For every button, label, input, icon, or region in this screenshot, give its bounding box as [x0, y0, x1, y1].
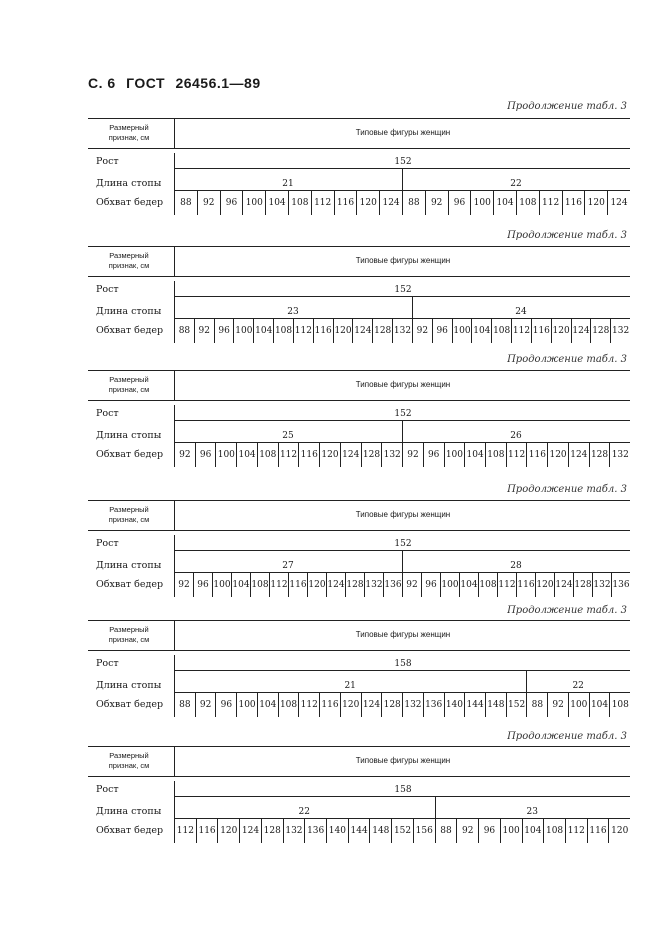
height-value: 152 — [394, 157, 412, 167]
hip-cell: 100 — [569, 693, 590, 717]
hip-cell: 112 — [507, 443, 528, 467]
hip-cell: 96 — [221, 191, 244, 215]
continuation-label: Продолжение табл. 3 — [507, 605, 627, 616]
hip-cell: 120 — [341, 693, 362, 717]
param-label — [88, 375, 170, 395]
page-header — [88, 75, 267, 91]
hip-cells — [174, 819, 630, 843]
table-title: Типовые фигуры женщин — [355, 128, 451, 137]
foot-value: 23 — [287, 307, 299, 317]
column-divider — [174, 247, 175, 276]
hip-cell: 92 — [198, 191, 221, 215]
hip-cell: 124 — [555, 573, 574, 597]
hip-cells — [174, 319, 630, 343]
hip-cell: 96 — [449, 191, 472, 215]
hip-cell: 132 — [382, 443, 403, 467]
hip-cell: 88 — [436, 819, 458, 843]
continuation-label: Продолжение табл. 3 — [507, 101, 627, 112]
hip-cell: 148 — [370, 819, 392, 843]
hip-cell: 120 — [611, 826, 629, 836]
hip-cell: 100 — [453, 319, 473, 343]
param-label-line: Размерный — [109, 625, 149, 634]
hip-cell: 92 — [413, 319, 433, 343]
hip-cell: 128 — [362, 443, 383, 467]
param-label — [88, 251, 170, 271]
foot-label: Длина стопы — [96, 806, 162, 817]
hip-cell: 112 — [279, 443, 300, 467]
column-divider — [174, 405, 175, 421]
param-label-line: Размерный — [109, 375, 149, 384]
hip-cell: 120 — [218, 819, 240, 843]
height-label: Рост — [96, 658, 119, 669]
foot-value: 23 — [526, 807, 538, 817]
hip-cell: 104 — [590, 693, 611, 717]
table-header-row — [88, 118, 630, 149]
hip-row — [88, 191, 630, 215]
table-title: Типовые фигуры женщин — [355, 630, 451, 639]
standard-label: ГОСТ — [126, 75, 166, 91]
param-label — [88, 625, 170, 645]
height-row — [88, 531, 630, 551]
column-divider — [174, 747, 175, 776]
height-label: Рост — [96, 538, 119, 549]
hip-cell: 136 — [384, 573, 403, 597]
foot-value: 22 — [510, 179, 522, 189]
hip-row — [88, 319, 630, 343]
hip-cell: 100 — [445, 443, 466, 467]
hip-row — [88, 819, 630, 843]
hip-cell: 104 — [523, 819, 545, 843]
hip-cell: 108 — [611, 700, 629, 710]
hip-cell: 112 — [540, 191, 563, 215]
hip-cell: 120 — [308, 573, 327, 597]
size-table — [88, 746, 630, 843]
hip-cell: 124 — [572, 319, 592, 343]
hip-cell: 96 — [424, 443, 445, 467]
hip-cell: 148 — [486, 693, 507, 717]
height-row — [88, 277, 630, 297]
hip-cell: 140 — [445, 693, 466, 717]
column-divider — [174, 371, 175, 400]
page-number: С. 6 — [88, 75, 116, 91]
height-row — [88, 777, 630, 797]
hip-cell: 108 — [251, 573, 270, 597]
hip-cell: 92 — [175, 573, 194, 597]
hip-cell: 120 — [585, 191, 608, 215]
foot-label: Длина стопы — [96, 306, 162, 317]
height-value: 152 — [394, 409, 412, 419]
foot-row — [88, 169, 630, 191]
hip-cell: 132 — [365, 573, 384, 597]
hip-cell: 88 — [403, 191, 426, 215]
column-divider — [174, 655, 175, 671]
hip-row — [88, 573, 630, 597]
param-label-line: Размерный — [109, 123, 149, 132]
height-value: 152 — [394, 539, 412, 549]
hip-cell: 108 — [544, 819, 566, 843]
column-divider — [174, 153, 175, 169]
hip-cell: 100 — [237, 693, 258, 717]
hip-cells — [174, 191, 630, 215]
continuation-label: Продолжение табл. 3 — [507, 731, 627, 742]
hip-cell: 104 — [494, 191, 517, 215]
hip-cell: 96 — [433, 319, 453, 343]
hip-cell: 108 — [274, 319, 294, 343]
hip-cell: 96 — [215, 319, 235, 343]
hip-cell: 108 — [517, 191, 540, 215]
param-label-line: Размерный — [109, 751, 149, 760]
hip-cell: 124 — [353, 319, 373, 343]
hip-cell: 116 — [320, 693, 341, 717]
hip-cell: 100 — [213, 573, 232, 597]
column-divider — [174, 535, 175, 551]
hip-cell: 128 — [590, 443, 611, 467]
foot-row — [88, 421, 630, 443]
hip-cell: 128 — [591, 319, 611, 343]
hip-cell: 132 — [284, 819, 306, 843]
hip-label: Обхват бедер — [96, 197, 164, 208]
hip-cells — [174, 443, 630, 467]
hip-cell: 100 — [243, 191, 266, 215]
foot-value: 28 — [510, 561, 522, 571]
table-title: Типовые фигуры женщин — [355, 756, 451, 765]
hip-cells — [174, 693, 630, 717]
hip-cell: 120 — [552, 319, 572, 343]
hip-cell: 120 — [357, 191, 380, 215]
hip-label: Обхват бедер — [96, 449, 164, 460]
table-title: Типовые фигуры женщин — [355, 510, 451, 519]
hip-cell: 104 — [465, 443, 486, 467]
size-table — [88, 118, 630, 215]
hip-cell: 112 — [312, 191, 335, 215]
standard-number: 26456.1—89 — [175, 75, 261, 91]
table-header-row — [88, 620, 630, 651]
hip-cell: 92 — [426, 191, 449, 215]
hip-cell: 132 — [593, 573, 612, 597]
hip-cell: 100 — [501, 819, 523, 843]
column-divider — [174, 501, 175, 530]
hip-cell: 124 — [362, 693, 383, 717]
table-title: Типовые фигуры женщин — [355, 380, 451, 389]
hip-cell: 104 — [232, 573, 251, 597]
foot-label: Длина стопы — [96, 430, 162, 441]
hip-cell: 104 — [237, 443, 258, 467]
foot-value: 22 — [572, 681, 584, 691]
column-divider — [174, 119, 175, 148]
hip-cell: 104 — [254, 319, 274, 343]
param-label — [88, 505, 170, 525]
hip-cell: 112 — [512, 319, 532, 343]
foot-value: 24 — [515, 307, 527, 317]
height-value: 152 — [394, 285, 412, 295]
hip-label: Обхват бедер — [96, 325, 164, 336]
param-label-line: признак, см — [108, 261, 150, 270]
param-label-line: Размерный — [109, 505, 149, 514]
hip-cell: 124 — [341, 443, 362, 467]
hip-cell: 92 — [403, 573, 422, 597]
param-label-line: признак, см — [108, 761, 150, 770]
hip-cell: 108 — [258, 443, 279, 467]
hip-cell: 108 — [479, 573, 498, 597]
hip-cell: 108 — [492, 319, 512, 343]
hip-cell: 140 — [327, 819, 349, 843]
foot-value: 26 — [510, 431, 522, 441]
hip-cell: 100 — [216, 443, 237, 467]
hip-cell: 124 — [610, 198, 628, 208]
hip-cell: 124 — [327, 573, 346, 597]
hip-cell: 116 — [527, 443, 548, 467]
hip-cell: 128 — [574, 573, 593, 597]
hip-cell: 92 — [175, 443, 196, 467]
foot-row — [88, 797, 630, 819]
param-label-line: Размерный — [109, 251, 149, 260]
size-table — [88, 620, 630, 717]
hip-cell: 96 — [196, 443, 217, 467]
hip-row — [88, 443, 630, 467]
column-divider — [174, 621, 175, 650]
hip-cell: 112 — [175, 819, 197, 843]
hip-cell: 128 — [262, 819, 284, 843]
hip-row — [88, 693, 630, 717]
hip-cell: 112 — [299, 693, 320, 717]
continuation-label: Продолжение табл. 3 — [507, 354, 627, 365]
hip-label: Обхват бедер — [96, 825, 164, 836]
height-label: Рост — [96, 784, 119, 795]
hip-cell: 88 — [175, 191, 198, 215]
hip-cell: 116 — [563, 191, 586, 215]
hip-cell: 116 — [197, 819, 219, 843]
hip-cell: 128 — [346, 573, 365, 597]
hip-label: Обхват бедер — [96, 579, 164, 590]
foot-row — [88, 297, 630, 319]
table-title: Типовые фигуры женщин — [355, 256, 451, 265]
height-label: Рост — [96, 156, 119, 167]
hip-cell: 92 — [196, 693, 217, 717]
hip-cell: 88 — [527, 693, 548, 717]
hip-cell: 152 — [392, 819, 414, 843]
hip-cell: 132 — [403, 693, 424, 717]
height-value: 158 — [394, 659, 412, 669]
hip-cell: 116 — [588, 819, 610, 843]
column-divider — [174, 281, 175, 297]
hip-cell: 96 — [216, 693, 237, 717]
hip-cell: 116 — [314, 319, 334, 343]
hip-cell: 116 — [289, 573, 308, 597]
param-label-line: признак, см — [108, 515, 150, 524]
table-header-row — [88, 246, 630, 277]
hip-cell: 128 — [382, 693, 403, 717]
hip-cell: 96 — [422, 573, 441, 597]
param-label-line: признак, см — [108, 635, 150, 644]
hip-cell: 88 — [175, 319, 195, 343]
hip-cell: 104 — [266, 191, 289, 215]
hip-cell: 92 — [457, 819, 479, 843]
hip-cell: 92 — [548, 693, 569, 717]
hip-cell: 88 — [175, 693, 196, 717]
hip-cell: 96 — [479, 819, 501, 843]
hip-cell: 124 — [569, 443, 590, 467]
column-divider — [174, 781, 175, 797]
hip-cell: 132 — [612, 326, 630, 336]
hip-cell: 136 — [424, 693, 445, 717]
hip-cell: 112 — [270, 573, 289, 597]
hip-cell: 124 — [240, 819, 262, 843]
table-header-row — [88, 370, 630, 401]
table-header-row — [88, 500, 630, 531]
param-label — [88, 751, 170, 771]
hip-cell: 112 — [294, 319, 314, 343]
foot-value: 27 — [282, 561, 294, 571]
hip-cell: 136 — [612, 580, 630, 590]
foot-value: 25 — [282, 431, 294, 441]
hip-cell: 116 — [335, 191, 358, 215]
foot-value: 21 — [344, 681, 356, 691]
hip-cell: 116 — [517, 573, 536, 597]
height-label: Рост — [96, 284, 119, 295]
hip-cell: 116 — [532, 319, 552, 343]
hip-cell: 152 — [507, 693, 528, 717]
hip-cell: 120 — [536, 573, 555, 597]
hip-cell: 108 — [289, 191, 312, 215]
hip-cell: 104 — [460, 573, 479, 597]
continuation-label: Продолжение табл. 3 — [507, 230, 627, 241]
foot-row — [88, 551, 630, 573]
height-value: 158 — [394, 785, 412, 795]
hip-cell: 112 — [498, 573, 517, 597]
foot-value: 22 — [298, 807, 310, 817]
hip-cell: 132 — [611, 450, 629, 460]
hip-cell: 144 — [465, 693, 486, 717]
hip-cell: 124 — [380, 191, 403, 215]
hip-cell: 120 — [548, 443, 569, 467]
param-label — [88, 123, 170, 143]
foot-label: Длина стопы — [96, 560, 162, 571]
height-row — [88, 401, 630, 421]
continuation-label: Продолжение табл. 3 — [507, 484, 627, 495]
hip-cell: 128 — [373, 319, 393, 343]
height-label: Рост — [96, 408, 119, 419]
foot-value: 21 — [282, 179, 294, 189]
hip-label: Обхват бедер — [96, 699, 164, 710]
hip-cell: 108 — [486, 443, 507, 467]
param-label-line: признак, см — [108, 385, 150, 394]
param-label-line: признак, см — [108, 133, 150, 142]
hip-cell: 96 — [194, 573, 213, 597]
hip-cell: 156 — [414, 819, 436, 843]
size-table — [88, 500, 630, 597]
foot-label: Длина стопы — [96, 680, 162, 691]
height-row — [88, 149, 630, 169]
size-table — [88, 246, 630, 343]
hip-cell: 100 — [471, 191, 494, 215]
hip-cell: 116 — [299, 443, 320, 467]
hip-cell: 92 — [195, 319, 215, 343]
hip-cell: 104 — [472, 319, 492, 343]
foot-label: Длина стопы — [96, 178, 162, 189]
foot-row — [88, 671, 630, 693]
size-table — [88, 370, 630, 467]
hip-cell: 100 — [441, 573, 460, 597]
hip-cell: 144 — [349, 819, 371, 843]
hip-cell: 92 — [403, 443, 424, 467]
hip-cell: 136 — [305, 819, 327, 843]
hip-cell: 132 — [393, 319, 413, 343]
hip-cell: 100 — [234, 319, 254, 343]
hip-cells — [174, 573, 630, 597]
hip-cell: 108 — [279, 693, 300, 717]
table-header-row — [88, 746, 630, 777]
height-row — [88, 651, 630, 671]
hip-cell: 112 — [566, 819, 588, 843]
hip-cell: 104 — [258, 693, 279, 717]
hip-cell: 120 — [320, 443, 341, 467]
hip-cell: 120 — [334, 319, 354, 343]
